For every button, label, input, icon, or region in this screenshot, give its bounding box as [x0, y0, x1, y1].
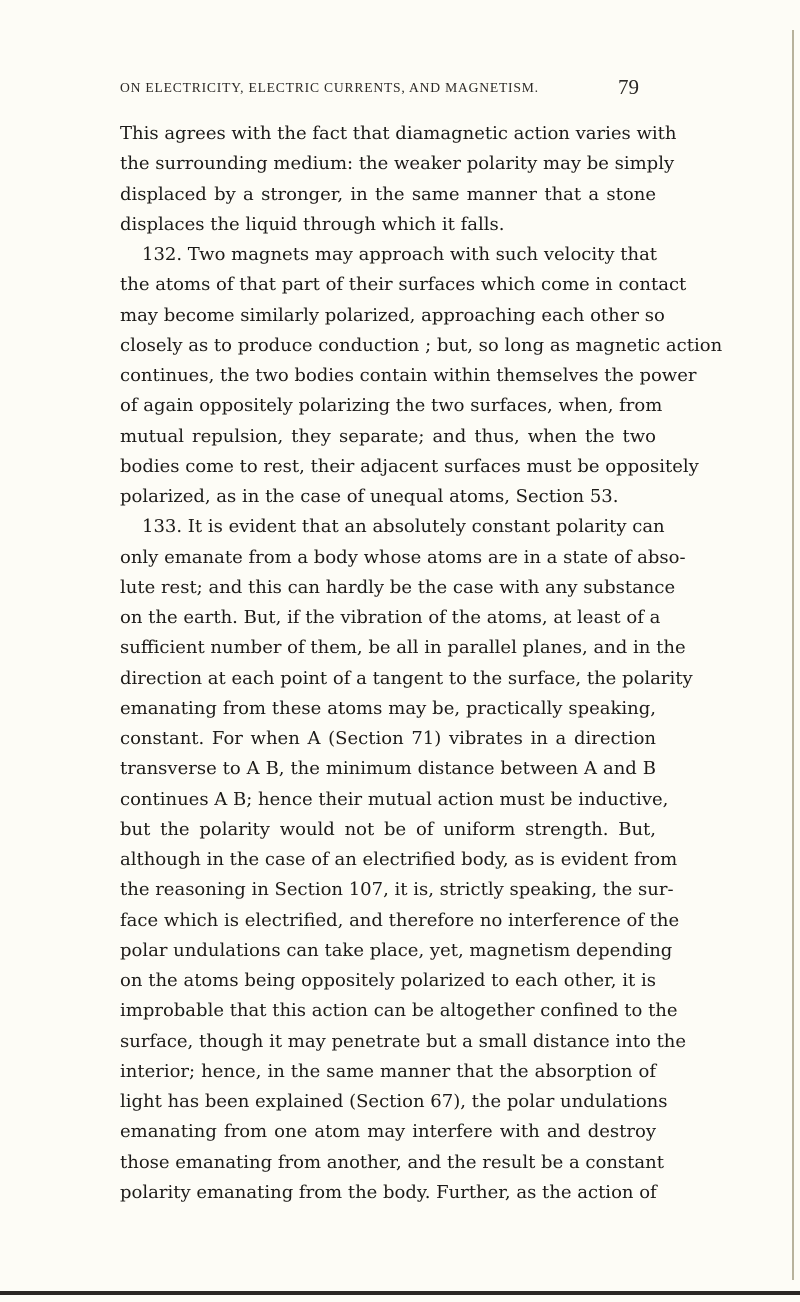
text-line: although in the case of an electrified body, as is evident from — [120, 849, 678, 870]
text-line: emanating from one atom may interfere with and destroy — [120, 1121, 656, 1143]
text-line: the reasoning in Section 107, it is, strictly speaking, the sur- — [120, 879, 674, 901]
text-line: constant. For when A (Section 71) vibrates in a direction — [120, 728, 656, 749]
text-line: on the atoms being oppositely polarized to each other, it is — [120, 970, 656, 991]
text-line: the atoms of that part of their surfaces which come in contact — [120, 274, 687, 296]
text-line: 133. It is evident that an absolutely constant polarity can — [142, 516, 665, 538]
text-line: face which is electrified, and therefore no interference of the — [120, 909, 680, 931]
text-line: but the polarity would not be of uniform strength. But, — [120, 818, 656, 840]
text-line: closely as to produce conduction ; but, so long as magnetic action — [120, 334, 723, 356]
text-line: sufficient number of them, be all in parallel planes, and in the — [120, 637, 686, 659]
text-line: may become similarly polarized, approaching each other so — [120, 304, 665, 326]
body-text — [120, 119, 723, 1208]
text-line: This agrees with the fact that diamagnetic action varies with — [120, 123, 677, 144]
text-line: polarized, as in the case of unequal atoms, Section 53. — [120, 486, 619, 507]
text-line: on the earth. But, if the vibration of the atoms, at least of a — [120, 607, 661, 628]
page-edge-shadow — [792, 30, 794, 1280]
text-line: 132. Two magnets may approach with such velocity that — [142, 244, 658, 265]
text-line: surface, though it may penetrate but a small distance into the — [120, 1030, 687, 1052]
text-line: continues A B; hence their mutual action must be inductive, — [120, 788, 669, 810]
text-line: transverse to A B, the minimum distance between A and B — [120, 758, 656, 780]
text-line: only emanate from a body whose atoms are in a state of abso- — [120, 546, 686, 568]
text-line: the surrounding medium: the weaker polarity may be simply — [120, 153, 675, 175]
text-line: continues, the two bodies contain within themselves the power — [120, 365, 697, 386]
text-line: emanating from these atoms may be, practically speaking, — [120, 697, 656, 719]
page-number: 79 — [618, 75, 639, 99]
running-title: ON ELECTRICITY, ELECTRIC CURRENTS, AND MAGNETISM. — [120, 80, 539, 95]
bottom-scan-edge — [0, 1291, 800, 1295]
text-line: polar undulations can take place, yet, magnetism depending — [120, 939, 673, 961]
text-line: polarity emanating from the body. Further, as the action of — [120, 1181, 657, 1203]
text-line: bodies come to rest, their adjacent surfaces must be oppositely — [120, 455, 699, 477]
text-line: direction at each point of a tangent to the surface, the polarity — [120, 667, 693, 689]
text-line: mutual repulsion, they separate; and thus, when the two — [120, 425, 656, 447]
text-line: those emanating from another, and the result be a constant — [120, 1151, 664, 1173]
text-line: lute rest; and this can hardly be the case with any substance — [120, 576, 676, 598]
text-line: displaced by a stronger, in the same manner that a stone — [120, 183, 656, 205]
text-line: improbable that this action can be altogether confined to the — [120, 1000, 678, 1022]
text-line: light has been explained (Section 67), the polar undulations — [120, 1091, 668, 1112]
text-line: displaces the liquid through which it falls. — [120, 213, 505, 235]
text-line: interior; hence, in the same manner that the absorption of — [120, 1060, 656, 1082]
text-line: of again oppositely polarizing the two surfaces, when, from — [120, 395, 663, 417]
